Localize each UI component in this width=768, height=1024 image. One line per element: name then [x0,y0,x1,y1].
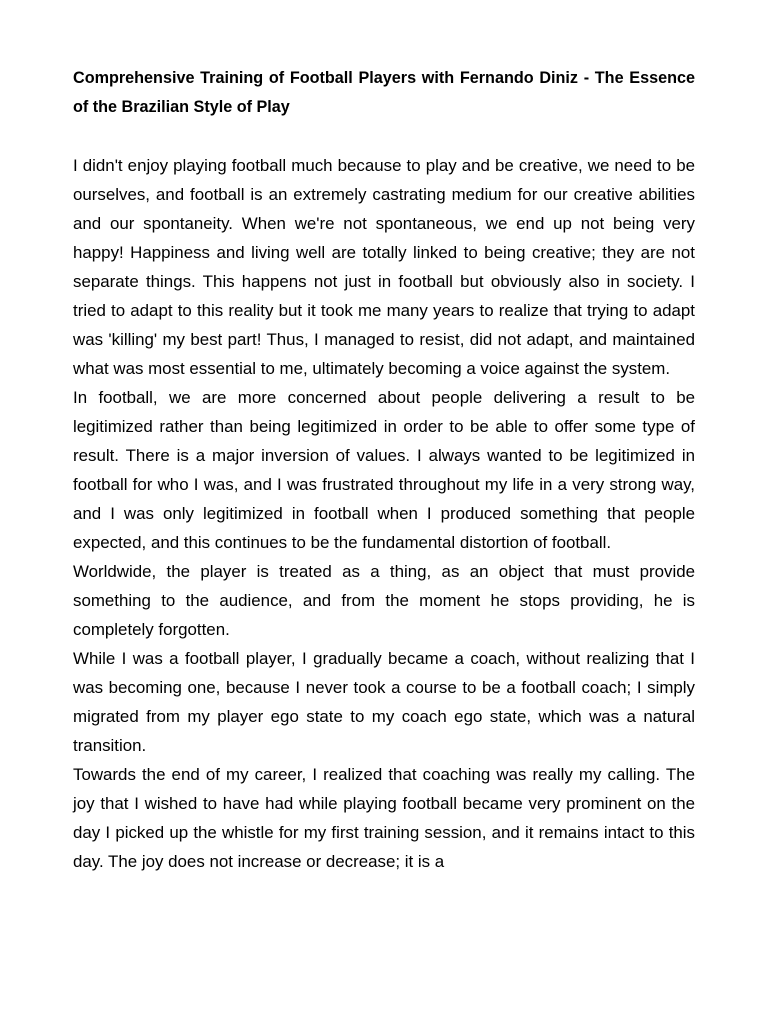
paragraph: While I was a football player, I gradually became a coach, without realizing that I was becoming one, because I never took a course to be a football coach; I simply migrated from my player ego state to my coach ego state, which was a natural transition. [73,649,695,755]
paragraph: Towards the end of my career, I realized that coaching was really my calling. The joy that I wished to have had while playing football became very prominent on the day I picked up the whistle for my first training session, and it remains intact to this day. The joy does not increase or decrease; it is a [73,765,695,871]
document-title: Comprehensive Training of Football Players with Fernando Diniz - The Essence of the Brazilian Style of Play [73,69,695,116]
paragraph: Worldwide, the player is treated as a thing, as an object that must provide something to the audience, and from the moment he stops providing, he is completely forgotten. [73,562,695,639]
document-page [73,64,695,876]
paragraph: I didn't enjoy playing football much because to play and be creative, we need to be ourselves, and football is an extremely castrating medium for our creative abilities and our spontaneity. When we're not spontaneous, we end up not being very happy! Happiness and living well are totally linked to being creative; they are not separate things. This happens not just in football but obviously also in society. I tried to adapt to this reality but it took me many years to realize that trying to adapt was 'killing' my best part! Thus, I managed to resist, did not adapt, and maintained what was most essential to me, ultimately becoming a voice against the system. [73,156,695,378]
paragraph: In football, we are more concerned about people delivering a result to be legitimized rather than being legitimized in order to be able to offer some type of result. There is a major inversion of values. I always wanted to be legitimized in football for who I was, and I was frustrated throughout my life in a very strong way, and I was only legitimized in football when I produced something that people expected, and this continues to be the fundamental distortion of football. [73,388,695,552]
